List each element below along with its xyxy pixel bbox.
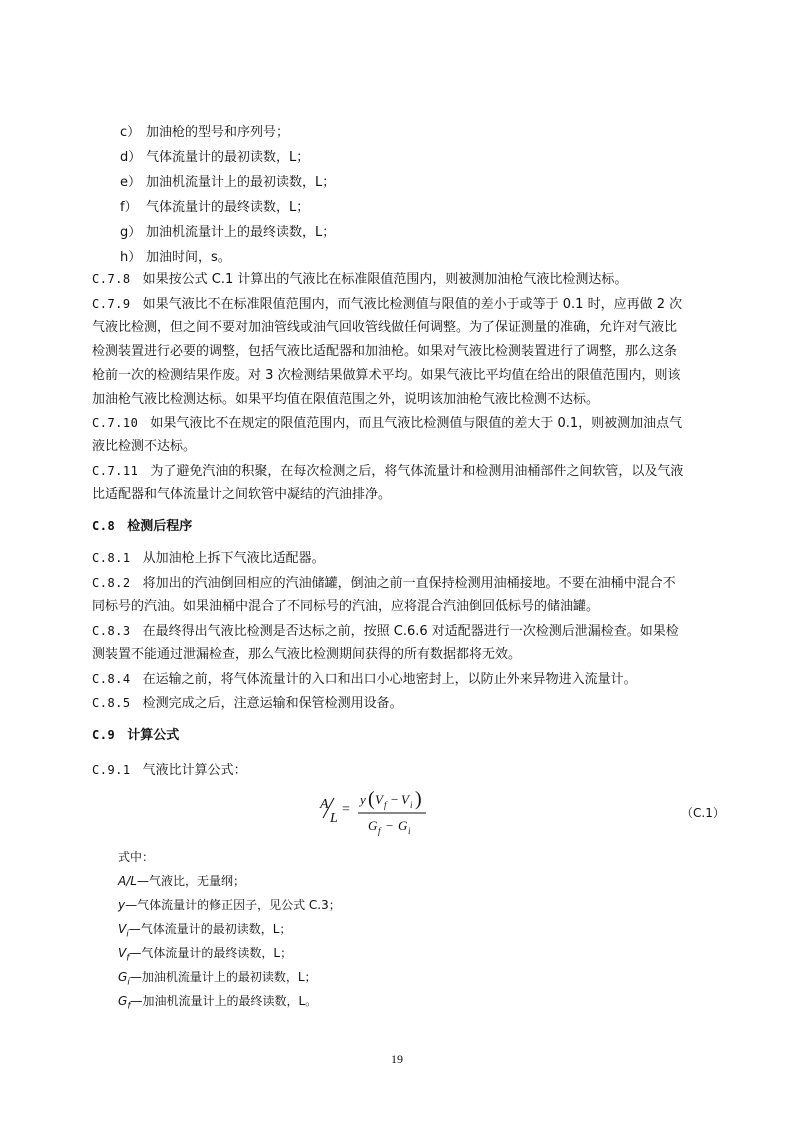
page-number: 19 <box>391 1052 403 1066</box>
definition-item <box>118 944 292 967</box>
clause-line-c79 <box>92 367 681 385</box>
formula-num-lparen: ( <box>368 788 375 810</box>
clause-text: 在最终得出气液比检测是否达标之前，按照 C.6.6 对适配器进行一次检测后泄漏检查。如果检 <box>142 624 679 639</box>
clause-text: 枪前一次的检测结果作废。对 3 次检测结果做算术平均。如果气液比平均值在给出的限值范围内，则该 <box>92 368 681 383</box>
formula-num-rparen: ) <box>415 788 422 810</box>
clause-text: 液比检测不达标。 <box>92 439 197 454</box>
clause-number: C.7.11 <box>92 464 139 478</box>
clause-line-c82 <box>92 598 599 616</box>
clause-line-c710 <box>92 438 196 456</box>
clause-line-c79 <box>92 319 677 337</box>
definition-symbol: A/L <box>118 874 137 888</box>
formula-den-f: f <box>378 826 381 836</box>
definition-item <box>118 920 291 943</box>
list-item-label: f） <box>120 200 138 215</box>
formula-den-minus: − <box>386 818 394 833</box>
clause-text: 气液比检测，但之间不要对加油管线或油气回收管线做任何调整。为了保证测量的准确，允许对气液比 <box>92 320 678 335</box>
clause-line-c82 <box>92 574 676 593</box>
equation-number: （C.1） <box>681 806 725 820</box>
section-title: 检测后程序 <box>127 519 193 534</box>
list-item <box>120 124 289 142</box>
clause-line-c91 <box>92 761 247 780</box>
list-item-label: g） <box>120 225 142 240</box>
definition-item <box>118 992 317 1015</box>
clause-number: C.9.1 <box>92 763 131 777</box>
clause-number: C.8.3 <box>92 624 131 638</box>
clause-text: 如果气液比不在规定的限值范围内，而且气液比检测值与限值的差大于 0.1，则被测加油点气 <box>150 416 683 431</box>
clause-number: C.8.1 <box>92 551 131 565</box>
list-item-text: 加油机流量计上的最终读数，L； <box>146 225 336 240</box>
clause-line-c711 <box>92 462 683 481</box>
clause-number: C.7.8 <box>92 272 131 286</box>
clause-text: 检测完成之后，注意运输和保管检测用设备。 <box>142 696 403 711</box>
formula-num-y: y <box>360 792 366 807</box>
definition-text: —气液比，无量纲； <box>136 874 245 888</box>
clause-number: C.7.10 <box>92 416 139 430</box>
list-item-text: 加油时间，s。 <box>146 250 231 265</box>
clause-line-c711 <box>92 486 391 504</box>
definition-symbol: y <box>118 898 126 912</box>
formula-equals: = <box>342 802 350 817</box>
definition-symbol: $V_i$ <box>118 922 129 940</box>
formula-al-a: A <box>320 797 329 812</box>
list-item-text: 加油枪的型号和序列号； <box>146 125 290 140</box>
clause-text: 如果气液比不在标准限值范围内，而气液比检测值与限值的差小于或等于 0.1 时，应再做 2 次 <box>142 297 683 312</box>
list-item-label: d） <box>120 150 142 165</box>
formula-num-i: i <box>410 800 413 810</box>
clause-text: 如果按公式 C.1 计算出的气液比在标准限值范围内，则被测加油枪气液比检测达标。 <box>142 272 628 287</box>
clause-line-c79 <box>92 295 682 314</box>
definition-text: —气体流量计的最初读数，L； <box>128 922 292 936</box>
definition-text: —加油机流量计上的最初读数，L； <box>129 970 317 984</box>
section-heading-c8 <box>92 517 192 536</box>
section-number: C.8 <box>92 519 116 533</box>
list-item-label: h） <box>120 250 142 265</box>
list-item-text: 气体流量计的最终读数，L； <box>146 200 310 215</box>
list-item <box>120 174 335 192</box>
list-item-text: 气体流量计的最初读数，L； <box>146 150 310 165</box>
section-title: 计算公式 <box>127 728 180 743</box>
clause-text: 在运输之前，将气体流量计的入口和出口小心地密封上，以防止外来异物进入流量计。 <box>142 672 637 687</box>
clause-line-c81 <box>92 549 325 568</box>
section-heading-c9 <box>92 726 179 745</box>
definition-text: —气体流量计的修正因子，见公式 C.3； <box>125 898 341 912</box>
formula-den-gi: G <box>398 818 408 833</box>
clause-line-c83 <box>92 622 679 641</box>
clause-line-c85 <box>92 694 403 713</box>
section-number: C.9 <box>92 728 116 742</box>
list-item <box>120 224 335 242</box>
clause-text: 从加油枪上拆下气液比适配器。 <box>142 551 325 566</box>
clause-text: 为了避免汽油的积聚，在每次检测之后，将气体流量计和检测用油桶部件之间软管，以及气液 <box>150 464 684 479</box>
definition-item <box>118 896 341 914</box>
formula-num-minus: − <box>391 792 399 807</box>
list-item-label: c） <box>120 125 141 140</box>
clause-number: C.8.4 <box>92 672 131 686</box>
formula-den-i: i <box>408 826 411 836</box>
clause-text: 加油枪气液比检测达标。如果平均值在限值范围之外，说明该加油枪气液比检测不达标。 <box>92 392 600 407</box>
clause-line-c710 <box>92 414 682 433</box>
clause-line-c83 <box>92 646 521 664</box>
clause-number: C.8.2 <box>92 576 131 590</box>
where-label: 式中： <box>118 850 155 864</box>
clause-text: 测装置不能通过泄漏检查，那么气液比检测期间获得的所有数据都将无效。 <box>92 647 522 662</box>
formula-num-vf: V <box>375 792 383 807</box>
clause-line-c79 <box>92 343 677 361</box>
clause-text: 同标号的汽油。如果油桶中混合了不同标号的汽油，应将混合汽油倒回低标号的储油罐。 <box>92 599 600 614</box>
clause-number: C.7.9 <box>92 297 131 311</box>
formula-num-f: f <box>384 800 387 810</box>
clause-text: 检测装置进行必要的调整，包括气液比适配器和加油枪。如果对气液比检测装置进行了调整，那么这条 <box>92 344 678 359</box>
list-item-text: 加油机流量计上的最初读数，L； <box>146 175 336 190</box>
definition-symbol: $V_f$ <box>118 946 130 964</box>
definition-symbol: $G_i$ <box>118 970 130 988</box>
clause-text: 比适配器和气体流量计之间软管中凝结的汽油排净。 <box>92 487 392 502</box>
clause-line-c78 <box>92 270 627 289</box>
list-item <box>120 149 309 167</box>
definition-text: —气体流量计的最终读数，L； <box>129 946 293 960</box>
clause-number: C.8.5 <box>92 696 131 710</box>
definition-item <box>118 872 245 890</box>
list-item-label: e） <box>120 175 141 190</box>
clause-text: 气液比计算公式： <box>142 763 247 778</box>
clause-line-c79 <box>92 391 599 409</box>
formula-al-l: L <box>330 811 338 826</box>
formula-den-gf: G <box>368 818 378 833</box>
definition-item <box>118 968 317 991</box>
list-item <box>120 199 309 217</box>
definition-symbol: $G_f$ <box>118 994 131 1012</box>
definition-text: —加油机流量计上的最终读数，L。 <box>130 994 318 1008</box>
formula-c1 <box>318 784 438 836</box>
formula-num-vi: V <box>401 792 409 807</box>
clause-text: 将加出的汽油倒回相应的汽油储罐，倒油之前一直保持检测用油桶接地。不要在油桶中混合不 <box>142 576 676 591</box>
list-item <box>120 249 231 267</box>
clause-line-c84 <box>92 670 637 689</box>
